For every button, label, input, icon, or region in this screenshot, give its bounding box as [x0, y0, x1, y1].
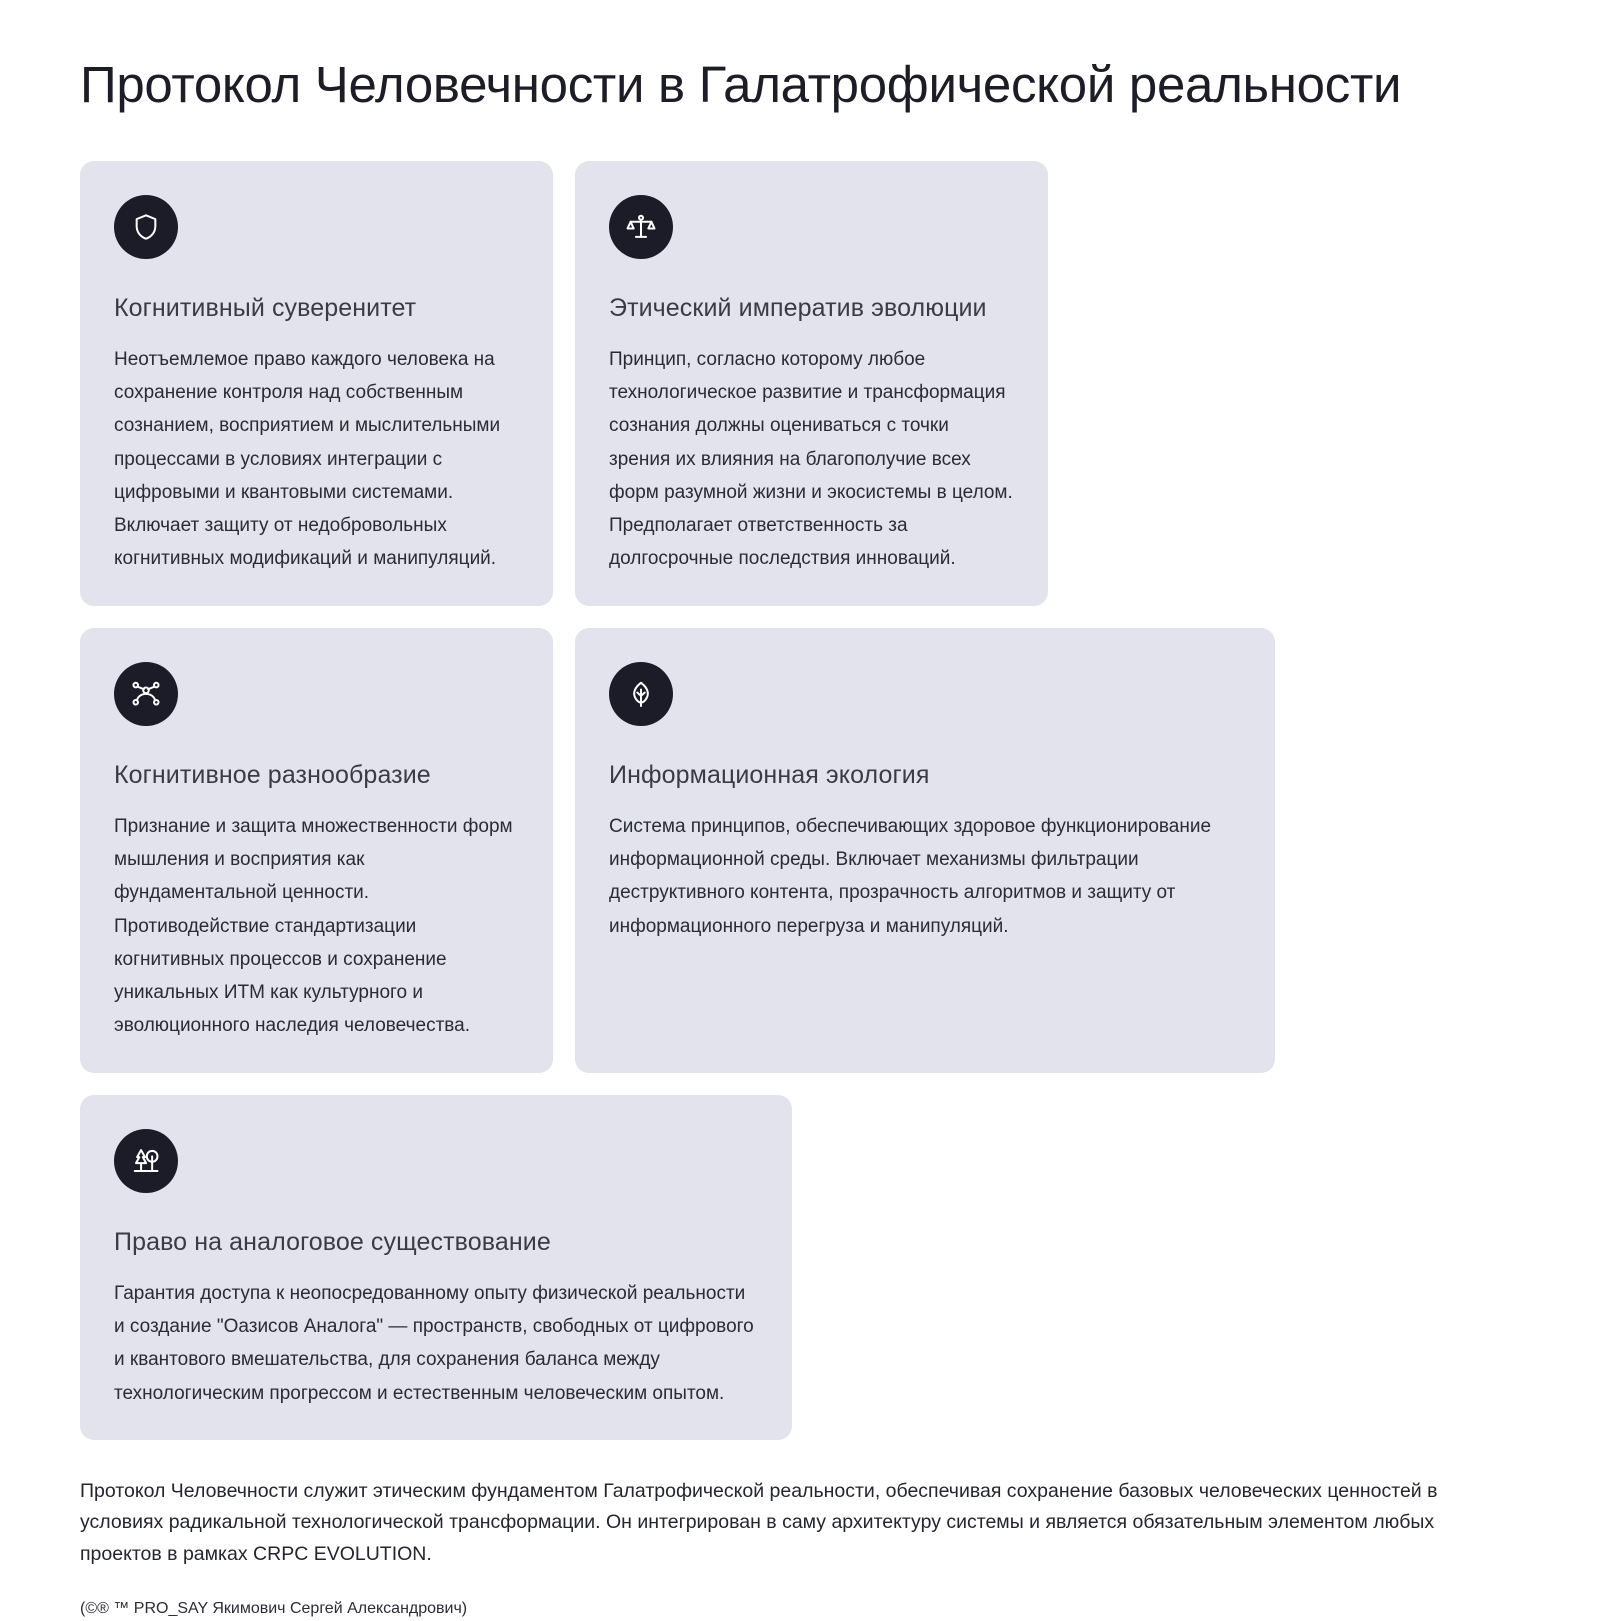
- card-title: Право на аналоговое существование: [114, 1228, 551, 1257]
- card-title: Информационная экология: [609, 761, 930, 790]
- card-body: Признание и защита множественности форм мышления и восприятия как фундаментальной ценности. Противодействие стандартизации когнитивных процессов и сохранение уникальных ИТМ как культурного и эволюционного наследия человечества.: [114, 816, 513, 1036]
- card-body: Неотъемлемое право каждого человека на сохранение контроля над собственным сознанием, восприятием и мыслительными процессами в условиях интеграции с цифровыми и квантовыми системами. Включает защиту от недобровольных когнитивных модификаций и манипуляций.: [114, 349, 501, 569]
- card-body: Система принципов, обеспечивающих здоровое функционирование информационной среды. Включает механизмы фильтрации деструктивного контента, прозрачность алгоритмов и защиту от информационного перегруза и манипуляций.: [609, 816, 1212, 937]
- trees-icon: [114, 1129, 178, 1193]
- card-body: Принцип, согласно которому любое технологическое развитие и трансформация сознания должны оцениваться с точки зрения их влияния на благополучие всех форм разумной жизни и экосистемы в целом. Предполагает ответственность за долгосрочные последствия инноваций.: [609, 349, 1013, 569]
- network-nodes-icon: [114, 662, 178, 726]
- card-title: Когнитивное разнообразие: [114, 761, 431, 790]
- principle-card-information-ecology: [575, 628, 1275, 1073]
- page-title: Протокол Человечности в Галатрофической реальности: [80, 56, 1402, 113]
- card-body: Гарантия доступа к неопосредованному опыту физической реальности и создание "Оазисов Аналога" — пространств, свободных от цифрового и квантового вмешательства, для сохранения баланса между технологическим прогрессом и естественным человеческим опытом.: [114, 1283, 754, 1404]
- principles-grid: [80, 161, 1520, 1439]
- leaf-icon: [609, 662, 673, 726]
- scales-icon: [609, 195, 673, 259]
- footer: [80, 1476, 1520, 1621]
- footer-summary: Протокол Человечности служит этическим фундаментом Галатрофической реальности, обеспечивая сохранение базовых человеческих ценностей в условиях радикальной технологической трансформации. Он интегрирован в саму архитектуру системы и является обязательным элементом любых проектов в рамках CRPC EVOLUTION.: [80, 1479, 1438, 1565]
- shield-icon: [114, 195, 178, 259]
- principle-card-cognitive-diversity: [80, 628, 553, 1073]
- principle-card-ethical-imperative: [575, 161, 1048, 606]
- footer-credit: (©® ™ PRO_SAY Якимович Сергей Александрович): [80, 1600, 468, 1618]
- principle-card-analog-existence: [80, 1095, 792, 1439]
- card-title: Когнитивный суверенитет: [114, 294, 417, 323]
- card-title: Этический императив эволюции: [609, 294, 987, 323]
- principle-card-cognitive-sovereignty: [80, 161, 553, 606]
